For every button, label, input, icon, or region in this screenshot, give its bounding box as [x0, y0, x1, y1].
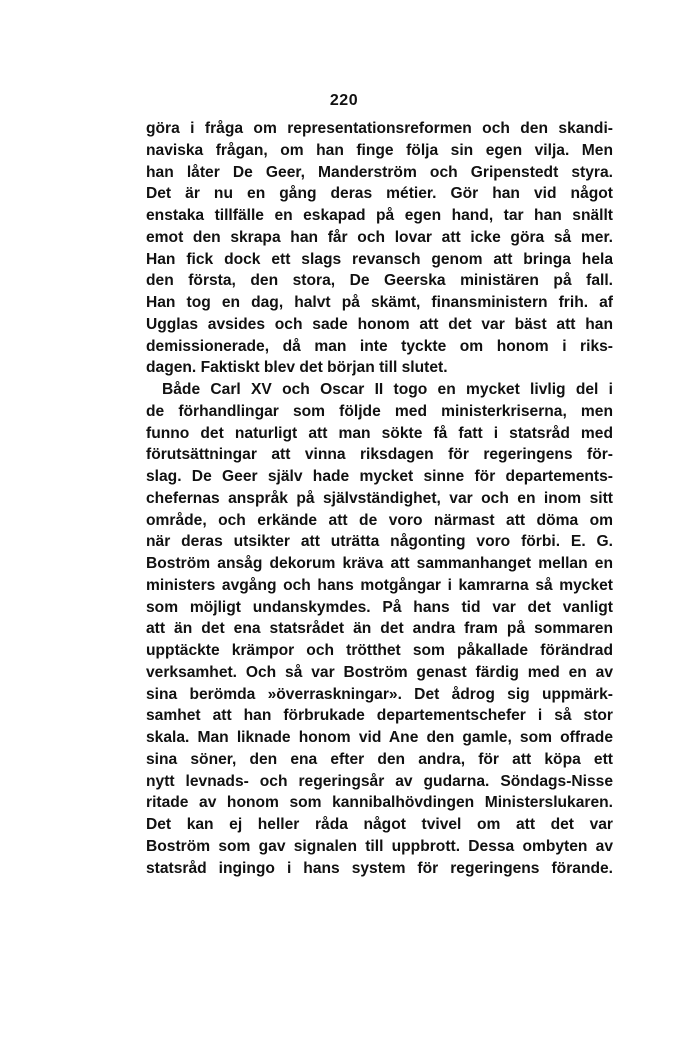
text-line: område, och erkände att de voro närmast att döma om: [146, 511, 613, 529]
text-line: ritade av honom som kannibalhövdingen Ministerslukaren.: [146, 794, 613, 812]
text-line: nytt levnads- och regeringsår av gudarna. Söndags-Nisse: [146, 772, 613, 790]
text-line: skala. Man liknade honom vid Ane den gamle, som offrade: [146, 729, 613, 746]
page-number: 220: [329, 92, 359, 109]
text-line: statsråd ingingo i hans system för regeringens förande.: [146, 859, 613, 877]
text-line: han låter De Geer, Manderström och Gripenstedt styra.: [146, 163, 613, 181]
text-line: slag. De Geer själv hade mycket sinne för departements-: [146, 468, 613, 485]
text-line: chefernas anspråk på självständighet, var och en inom sitt: [146, 489, 613, 507]
text-line: som möjligt undanskymdes. På hans tid var det vanligt: [146, 598, 613, 616]
text-line: den första, den stora, De Geerska ministären på fall.: [146, 272, 613, 290]
text-line: de förhandlingar som följde med ministerkriserna, men: [146, 402, 613, 420]
text-line: Han tog en dag, halvt på skämt, finansministern frih. af: [146, 294, 613, 311]
paragraph-end-line: dagen. Faktiskt blev det början till slutet.: [146, 359, 448, 377]
text-line: Det är nu en gång deras métier. Gör han vid något: [146, 185, 613, 203]
text-line: enstaka tillfälle en eskapad på egen hand, tar han snällt: [146, 207, 613, 224]
text-line: Ugglas avsides och sade honom att det var bäst att han: [146, 315, 613, 333]
text-line: emot den skrapa han får och lovar att icke göra så mer.: [146, 228, 613, 246]
text-line: Boström som gav signalen till uppbrott. Dessa ombyten av: [146, 837, 613, 855]
text-line: demissionerade, då man inte tyckte om honom i riks-: [146, 337, 613, 355]
text-line: sina söner, den ena efter den andra, för att köpa ett: [146, 750, 613, 768]
text-line: upptäckte krämpor och trötthet som påkallade förändrad: [146, 642, 613, 659]
body-text: [146, 118, 613, 879]
paragraph-start-line: Både Carl XV och Oscar II togo en mycket livlig del i: [162, 381, 613, 398]
text-line: Han fick dock ett slags revansch genom att bringa hela: [146, 250, 613, 268]
text-line: när deras utsikter att uträtta någonting voro förbi. E. G.: [146, 533, 613, 551]
text-line: naviska frågan, om han finge följa sin egen vilja. Men: [146, 141, 613, 159]
text-line: samhet att han förbrukade departementschefer i så stor: [146, 707, 613, 725]
text-line: att än det ena statsrådet än det andra fram på sommaren: [146, 620, 613, 638]
text-line: Det kan ej heller råda något tvivel om att det var: [146, 816, 613, 833]
text-line: göra i fråga om representationsreformen och den skandi-: [146, 120, 613, 137]
text-line: förutsättningar att vinna riksdagen för regeringens för-: [146, 446, 613, 464]
text-line: ministers avgång och hans motgångar i kamrarna så mycket: [146, 576, 613, 594]
text-line: sina berömda »överraskningar». Det ådrog sig uppmärk-: [146, 685, 613, 703]
text-line: Boström ansåg dekorum kräva att sammanhanget mellan en: [146, 555, 613, 572]
text-line: verksamhet. Och så var Boström genast färdig med en av: [146, 663, 613, 681]
text-line: funno det naturligt att man sökte få fatt i statsråd med: [146, 424, 613, 442]
